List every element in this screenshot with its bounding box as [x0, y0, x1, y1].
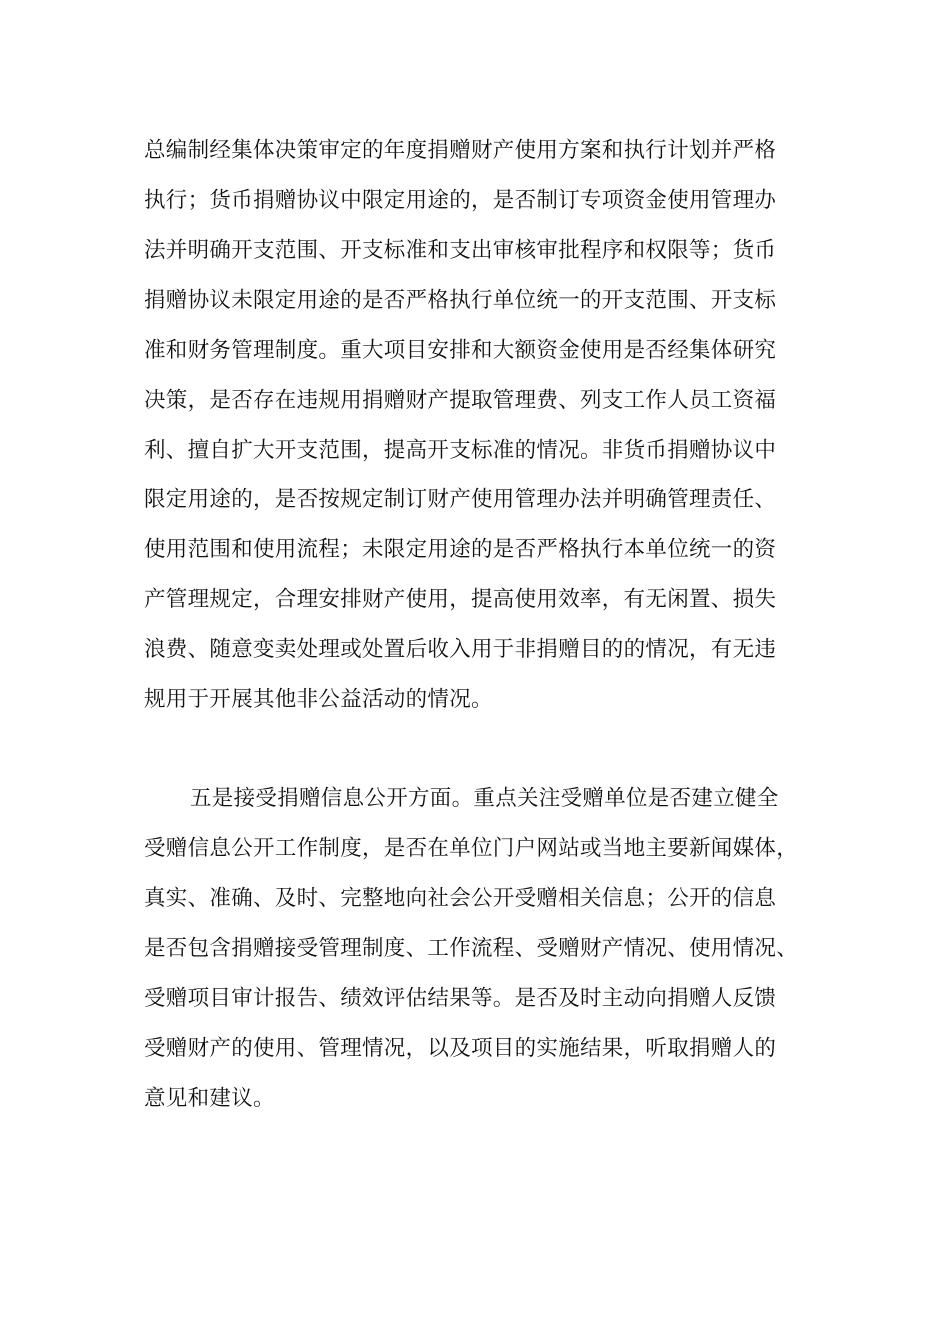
text-line: 真实、准确、及时、完整地向社会公开受赠相关信息；公开的信息	[144, 886, 777, 911]
text-line: 利、擅自扩大开支范围，提高开支标准的情况。非货币捐赠协议中	[144, 438, 777, 463]
text-line: 限定用途的，是否按规定制订财产使用管理办法并明确管理责任、	[144, 487, 777, 512]
text-line: 规用于开展其他非公益活动的情况。	[144, 687, 493, 712]
text-line: 总编制经集体决策审定的年度捐赠财产使用方案和执行计划并严格	[144, 138, 777, 163]
text-line: 浪费、随意变卖处理或处置后收入用于非捐赠目的的情况，有无违	[144, 637, 777, 662]
text-line: 五是接受捐赠信息公开方面。重点关注受赠单位是否建立健全	[190, 786, 779, 811]
text-line: 使用范围和使用流程；未限定用途的是否严格执行本单位统一的资	[144, 537, 777, 562]
text-line: 受赠财产的使用、管理情况，以及项目的实施结果，听取捐赠人的	[144, 1036, 777, 1061]
text-line: 是否包含捐赠接受管理制度、工作流程、受赠财产情况、使用情况、	[144, 936, 799, 961]
text-line: 受赠项目审计报告、绩效评估结果等。是否及时主动向捐赠人反馈	[144, 986, 777, 1011]
text-line: 捐赠协议未限定用途的是否严格执行单位统一的开支范围、开支标	[144, 288, 777, 313]
text-line: 法并明确开支范围、开支标准和支出审核审批程序和权限等；货币	[144, 238, 777, 263]
text-line: 执行；货币捐赠协议中限定用途的，是否制订专项资金使用管理办	[144, 188, 777, 213]
text-line: 决策，是否存在违规用捐赠财产提取管理费、列支工作人员工资福	[144, 388, 777, 413]
text-line: 产管理规定，合理安排财产使用，提高使用效率，有无闲置、损失	[144, 587, 777, 612]
text-line: 意见和建议。	[144, 1086, 275, 1111]
text-line: 受赠信息公开工作制度，是否在单位门户网站或当地主要新闻媒体，	[144, 836, 799, 861]
text-line: 准和财务管理制度。重大项目安排和大额资金使用是否经集体研究	[144, 338, 777, 363]
